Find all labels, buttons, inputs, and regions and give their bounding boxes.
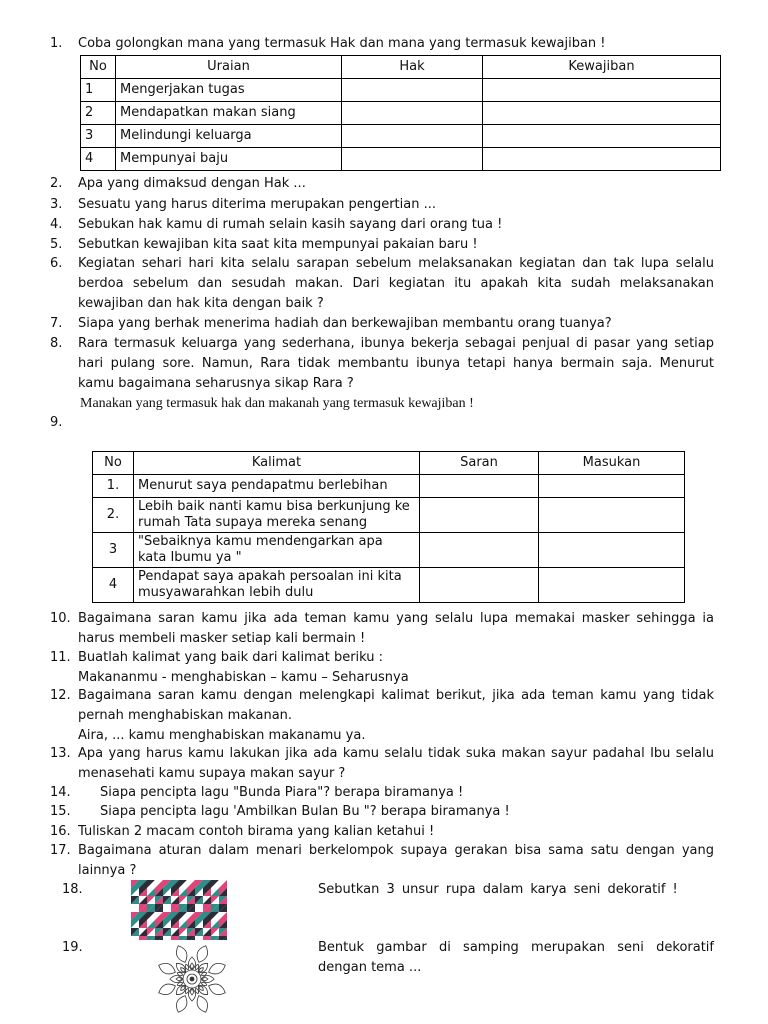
table-header-row (93, 452, 685, 475)
question-text: Bagaimana saran kamu dengan melengkapi kalimat berikut, jika ada teman kamu yang tidak pernah menghabiskan makanan. (78, 688, 714, 723)
cell-kalimat: "Sebaiknya kamu mendengarkan apa kata Ibumu ya " (134, 533, 420, 568)
question-number: 18. (62, 882, 83, 897)
cell-kalimat: Pendapat saya apakah persoalan ini kita musyawarahkan lebih dulu (134, 568, 420, 603)
table-row (81, 148, 721, 171)
question-number: 9. (50, 415, 63, 430)
question-text: Kegiatan sehari hari kita selalu sarapan sebelum melaksanakan kegiatan dan tak lupa selalu berdoa sebelum dan sesudah makan. Dari kegiatan itu apakah kita sudah melaksanakan kewajiban dan hak kita dengan baik ? (78, 256, 714, 311)
cell-uraian: Mengerjakan tugas (116, 79, 342, 102)
table-row (93, 533, 685, 568)
cell-no: 2 (81, 102, 116, 125)
question-number: 4. (50, 217, 63, 232)
cell-uraian: Mendapatkan makan siang (116, 102, 342, 125)
question-number: 11. (50, 650, 71, 665)
question-19 (62, 938, 92, 958)
question-1 (50, 34, 714, 54)
question-text: Apa yang dimaksud dengan Hak ... (78, 176, 306, 191)
mandala-image (150, 939, 234, 1019)
cell-masukan-answer[interactable] (539, 475, 685, 498)
cell-hak-answer[interactable] (342, 148, 483, 171)
header-saran: Saran (420, 452, 539, 475)
question-text: Sebutkan 3 unsur rupa dalam karya seni dekoratif ! (318, 882, 678, 897)
table-row (81, 79, 721, 102)
question-subline: Aira, ... kamu menghabiskan makanamu ya. (78, 728, 366, 743)
table-row (81, 125, 721, 148)
table-row (93, 568, 685, 603)
cell-no: 2. (93, 498, 134, 533)
question-10 (50, 609, 714, 649)
question-number: 14. (50, 785, 71, 800)
cell-uraian: Melindungi keluarga (116, 125, 342, 148)
question-8 (50, 334, 714, 394)
cell-kewajiban-answer[interactable] (483, 125, 721, 148)
question-text: Tuliskan 2 macam contoh birama yang kalian ketahui ! (78, 824, 435, 839)
cell-no: 4 (81, 148, 116, 171)
cell-no: 1 (81, 79, 116, 102)
decorative-pattern-image (131, 880, 227, 940)
header-kalimat: Kalimat (134, 452, 420, 475)
header-hak: Hak (342, 56, 483, 79)
cell-kewajiban-answer[interactable] (483, 102, 721, 125)
rights-duties-table (80, 55, 721, 171)
question-number: 13. (50, 746, 71, 761)
cell-uraian: Mempunyai baju (116, 148, 342, 171)
question-number: 17. (50, 843, 71, 858)
question-number: 15. (50, 804, 71, 819)
question-11 (50, 648, 714, 688)
question-number: 1. (50, 36, 63, 51)
question-text: Bentuk gambar di samping merupakan seni dekoratif dengan tema ... (318, 940, 714, 975)
instruction-note (80, 394, 720, 414)
question-17 (50, 841, 714, 881)
cell-no: 3 (93, 533, 134, 568)
question-number: 12. (50, 688, 71, 703)
cell-no: 1. (93, 475, 134, 498)
cell-kalimat: Menurut saya pendapatmu berlebihan (134, 475, 420, 498)
question-number: 16. (50, 824, 71, 839)
question-text: Siapa pencipta lagu 'Ambilkan Bulan Bu "? berapa biramanya ! (100, 804, 510, 819)
question-text: Siapa pencipta lagu "Bunda Piara"? berapa biramanya ! (100, 785, 464, 800)
cell-hak-answer[interactable] (342, 102, 483, 125)
cell-hak-answer[interactable] (342, 125, 483, 148)
table-row (93, 475, 685, 498)
question-5 (50, 235, 714, 255)
question-subline: Makananmu - menghabiskan – kamu – Seharusnya (78, 670, 409, 685)
cell-masukan-answer[interactable] (539, 498, 685, 533)
question-19-text-block (318, 938, 714, 978)
question-text: Bagaimana aturan dalam menari berkelompok supaya gerakan bisa sama satu dengan yang lainnya ? (78, 843, 714, 878)
cell-no: 4 (93, 568, 134, 603)
question-number: 6. (50, 256, 63, 271)
question-number: 8. (50, 336, 63, 351)
question-text: Buatlah kalimat yang baik dari kalimat beriku : (78, 650, 384, 665)
question-15 (50, 802, 714, 822)
cell-no: 3 (81, 125, 116, 148)
question-number: 5. (50, 237, 63, 252)
question-text: Sebukan hak kamu di rumah selain kasih sayang dari orang tua ! (78, 217, 503, 232)
question-18-text-block (318, 880, 714, 900)
question-number: 19. (62, 940, 83, 955)
question-12 (50, 686, 714, 746)
header-no: No (93, 452, 134, 475)
table-header-row (81, 56, 721, 79)
cell-saran-answer[interactable] (420, 568, 539, 603)
header-masukan: Masukan (539, 452, 685, 475)
question-number: 2. (50, 176, 63, 191)
cell-saran-answer[interactable] (420, 498, 539, 533)
question-text: Sesuatu yang harus diterima merupakan pengertian ... (78, 197, 436, 212)
question-text: Apa yang harus kamu lakukan jika ada kamu selalu tidak suka makan sayur padahal Ibu selalu menasehati kamu supaya makan sayur ? (78, 746, 714, 781)
table-row (93, 498, 685, 533)
sentence-table (92, 451, 685, 603)
question-13 (50, 744, 714, 784)
cell-saran-answer[interactable] (420, 475, 539, 498)
cell-saran-answer[interactable] (420, 533, 539, 568)
cell-kewajiban-answer[interactable] (483, 79, 721, 102)
question-14 (50, 783, 714, 803)
question-18 (62, 880, 92, 900)
question-6 (50, 254, 714, 314)
question-text: Sebutkan kewajiban kita saat kita mempunyai pakaian baru ! (78, 237, 478, 252)
question-4 (50, 215, 714, 235)
cell-kewajiban-answer[interactable] (483, 148, 721, 171)
question-text: Coba golongkan mana yang termasuk Hak dan mana yang termasuk kewajiban ! (78, 36, 606, 51)
question-2 (50, 174, 714, 194)
question-number: 7. (50, 316, 63, 331)
header-uraian: Uraian (116, 56, 342, 79)
question-text: Rara termasuk keluarga yang sederhana, ibunya bekerja sebagai penjual di pasar yang setiap hari pulang sore. Namun, Rara tidak membantu ibunya tetapi hanya bermain saja. Menurut kamu bagaimana seharusnya sikap Rara ? (78, 336, 714, 391)
question-number: 3. (50, 197, 63, 212)
question-16 (50, 822, 714, 842)
question-number: 10. (50, 611, 71, 626)
cell-masukan-answer[interactable] (539, 533, 685, 568)
cell-hak-answer[interactable] (342, 79, 483, 102)
cell-kalimat: Lebih baik nanti kamu bisa berkunjung ke rumah Tata supaya mereka senang (134, 498, 420, 533)
question-text: Siapa yang berhak menerima hadiah dan berkewajiban membantu orang tuanya? (78, 316, 612, 331)
question-text: Bagaimana saran kamu jika ada teman kamu yang selalu lupa memakai masker sehingga ia harus membeli masker setiap kali bermain ! (78, 611, 714, 646)
cell-masukan-answer[interactable] (539, 568, 685, 603)
table-row (81, 102, 721, 125)
header-no: No (81, 56, 116, 79)
question-7 (50, 314, 714, 334)
question-3 (50, 195, 714, 215)
instruction-text: Manakan yang termasuk hak dan makanah yang termasuk kewajiban ! (80, 396, 474, 411)
header-kewajiban: Kewajiban (483, 56, 721, 79)
